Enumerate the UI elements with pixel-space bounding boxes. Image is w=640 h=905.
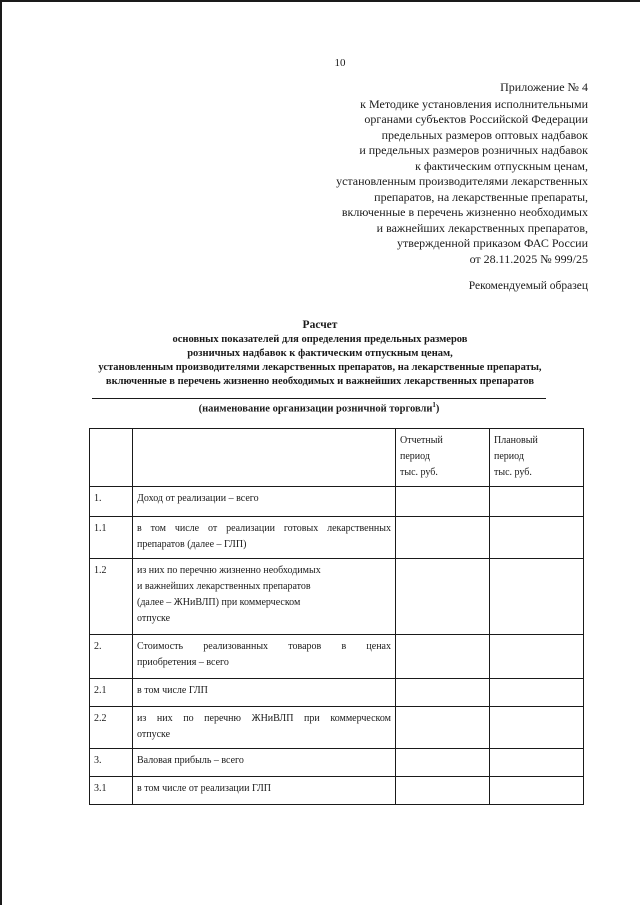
reported-value-cell[interactable] [396,517,490,559]
row-number-cell: 3. [90,749,133,777]
table-row [90,487,584,517]
appendix-line: предельных размеров оптовых надбавок [381,127,588,142]
row-description-line: из них по перечню жизненно необходимых [137,565,321,576]
planned-value-cell[interactable] [490,487,584,517]
organization-name-line [92,398,546,399]
reported-value-cell[interactable] [396,707,490,749]
row-description-cell [133,517,396,559]
row-description-line: отпуске [137,613,171,624]
planned-value-cell[interactable] [490,707,584,749]
reported-value-cell[interactable] [396,777,490,805]
appendix-title: Приложение № 4 [500,80,588,94]
organization-caption-text: (наименование организации розничной торговли [198,403,433,415]
row-description-cell [133,707,396,749]
header-reported-line: период [400,451,430,462]
appendix-line: к фактическим отпускным ценам, [415,158,588,173]
planned-value-cell[interactable] [490,517,584,559]
heading-line: установленным производителями лекарственных препаратов, на лекарственные препараты, [98,362,542,373]
row-description-line: в том числе от реализации готовых лекарственных [137,523,391,534]
header-planned-line: тыс. руб. [494,467,532,478]
reported-value-cell[interactable] [396,559,490,635]
row-description-line: Доход от реализации – всего [137,493,259,504]
footnote-marker: 1 [432,401,436,409]
appendix-line: к Методике установления исполнительными [360,96,588,111]
appendix-block [268,80,588,267]
appendix-line: установленным производителями лекарственных [336,174,588,188]
reported-value-cell[interactable] [396,487,490,517]
row-description-line: приобретения – всего [137,657,229,668]
row-description-line: из них по перечню ЖНиВЛП при коммерческом [137,713,391,724]
appendix-line: и важнейших лекарственных препаратов, [376,220,588,235]
table-row [90,749,584,777]
scan-edge-top [0,0,640,2]
row-description-line: Стоимость реализованных товаров в ценах [137,641,391,652]
table-row [90,517,584,559]
header-cell-description [133,429,396,487]
row-description-cell [133,559,396,635]
appendix-line: и предельных размеров розничных надбавок [359,143,588,157]
row-number-cell: 2.2 [90,707,133,749]
row-description-cell [133,487,396,517]
document-heading [60,318,580,389]
planned-value-cell[interactable] [490,749,584,777]
scan-edge-left [0,0,2,905]
row-description-cell [133,777,396,805]
row-number-cell: 1.1 [90,517,133,559]
organization-name-caption [92,401,546,415]
heading-line: основных показателей для определения предельных размеров [172,334,468,345]
recommended-sample-label: Рекомендуемый образец [468,280,588,292]
heading-line: включенные в перечень жизненно необходимых и важнейших лекарственных препаратов [105,376,535,387]
reported-value-cell[interactable] [396,635,490,679]
row-description-cell [133,679,396,707]
table-header-row [90,429,584,487]
header-reported-line: Отчетный [400,435,443,446]
heading-title: Расчет [302,319,338,331]
reported-value-cell[interactable] [396,679,490,707]
appendix-line: препаратов, на лекарственные препараты, [374,189,588,204]
row-number-cell: 2.1 [90,679,133,707]
header-planned-line: период [494,451,524,462]
header-reported-line: тыс. руб. [400,467,438,478]
planned-value-cell[interactable] [490,559,584,635]
row-description-cell [133,749,396,777]
table-row [90,559,584,635]
planned-value-cell[interactable] [490,777,584,805]
row-description-line: Валовая прибыль – всего [137,755,244,766]
appendix-line: включенные в перечень жизненно необходимых [341,205,588,219]
heading-line: розничных надбавок к фактическим отпускным ценам, [187,348,453,359]
row-number-cell: 1. [90,487,133,517]
appendix-line: от 28.11.2025 № 999/25 [469,251,588,266]
table-row [90,635,584,679]
row-description-line: в том числе от реализации ГЛП [137,783,271,794]
table-row [90,777,584,805]
row-description-cell [133,635,396,679]
calculation-table [89,428,584,805]
row-number-cell: 3.1 [90,777,133,805]
row-description-line: в том числе ГЛП [137,685,208,696]
appendix-line: утвержденной приказом ФАС России [397,236,588,250]
row-description-line: (далее – ЖНиВЛП) при коммерческом [137,597,301,608]
page-number: 10 [334,57,346,69]
header-cell-number [90,429,133,487]
table-row [90,707,584,749]
row-description-line: отпуске [137,729,171,740]
table-row [90,679,584,707]
row-number-cell: 1.2 [90,559,133,635]
planned-value-cell[interactable] [490,635,584,679]
appendix-line: органами субъектов Российской Федерации [364,112,588,126]
row-description-line: и важнейших лекарственных препаратов [137,581,311,592]
planned-value-cell[interactable] [490,679,584,707]
row-description-line: препаратов (далее – ГЛП) [137,539,247,550]
header-planned-line: Плановый [494,435,538,446]
header-cell-reported-period [396,429,490,487]
row-number-cell: 2. [90,635,133,679]
organization-caption-close: ) [435,403,440,415]
header-cell-planned-period [490,429,584,487]
reported-value-cell[interactable] [396,749,490,777]
